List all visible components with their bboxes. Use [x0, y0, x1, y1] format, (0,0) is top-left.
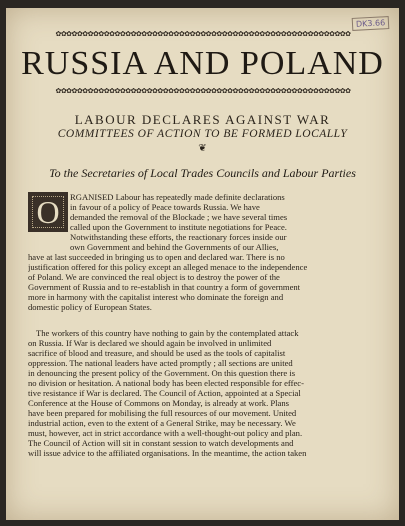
paragraph-2-line: The workers of this country have nothing to gain by the contemplated attack	[36, 328, 299, 338]
archive-stamp: DK3.66	[351, 16, 389, 31]
paragraph-1-line: have at last succeeded in bringing us to open and declared war. There is no	[28, 252, 285, 262]
top-ornament-border: ✿✿✿✿✿✿✿✿✿✿✿✿✿✿✿✿✿✿✿✿✿✿✿✿✿✿✿✿✿✿✿✿✿✿✿✿✿✿✿✿✿✿✿✿✿✿✿✿✿✿✿✿✿✿✿	[55, 31, 351, 38]
paragraph-2-line: oppression. The national leaders have acted promptly ; all sections are united	[28, 358, 293, 368]
document-page	[6, 8, 399, 520]
paragraph-1-line: RGANISED Labour has repeatedly made definite declarations	[70, 192, 285, 202]
paragraph-1-line: domestic policy of European States.	[28, 302, 152, 312]
paragraph-1-line: Government of Russia and to re-establish in that country a form of government	[28, 282, 301, 292]
subtitle-committees: COMMITTEES OF ACTION TO BE FORMED LOCALLY	[57, 128, 348, 140]
paragraph-2-line: The Council of Action will sit in constant session to watch developments and	[28, 438, 294, 448]
paragraph-2-line: tive resistance if War is declared. The Council of Action, appointed at a Special	[28, 388, 301, 398]
paragraph-1-line: of Poland. We are convinced the real object is to destroy the power of the	[28, 272, 280, 282]
paragraph-2-line: sacrifice of blood and treasure, and should be used as the tools of capitalist	[28, 348, 286, 358]
paragraph-2-line: in denouncing the present policy of the Government. On this question there is	[28, 368, 296, 378]
paragraph-2-line: Conference at the House of Commons on Monday, is already at work. Plans	[28, 398, 290, 408]
address-heading: To the Secretaries of Local Trades Councils and Labour Parties	[49, 166, 356, 180]
paragraph-2-line: will issue advice to the affiliated organisations. In the meantime, the action taken	[28, 448, 307, 458]
paragraph-1-line: called upon the Government to institute negotiations for Peace.	[70, 222, 287, 232]
paragraph-1-line: in favour of a policy of Peace towards Russia. We have	[70, 202, 260, 212]
paragraph-1-line: own Government and behind the Governments of our Allies,	[70, 242, 279, 252]
paragraph-2-line: must, however, act in strict accordance with a well-thought-out policy and plan.	[28, 428, 303, 438]
fleuron-icon: ❦	[198, 143, 207, 154]
paragraph-1-line: demanded the removal of the Blockade ; we have several times	[70, 212, 288, 222]
drop-cap: O	[28, 192, 68, 232]
paragraph-1-line: more in harmony with the capitalist interest who dominate the foreign and	[28, 292, 284, 302]
paragraph-2-line: industrial action, even to the extent of a General Strike, may be necessary. We	[28, 418, 296, 428]
bottom-ornament-border: ✿✿✿✿✿✿✿✿✿✿✿✿✿✿✿✿✿✿✿✿✿✿✿✿✿✿✿✿✿✿✿✿✿✿✿✿✿✿✿✿✿✿✿✿✿✿✿✿✿✿✿✿✿✿✿	[55, 88, 351, 95]
paragraph-2-line: have been prepared for mobilising the full resources of our movement. United	[28, 408, 297, 418]
subtitle-declaration: LABOUR DECLARES AGAINST WAR	[74, 112, 331, 127]
page-title: RUSSIA AND POLAND	[21, 45, 384, 82]
paragraph-2-line: on Russia. If War is declared we should again be involved in unlimited	[28, 338, 272, 348]
paragraph-2-line: no division or hesitation. A national body has been elected responsible for effec-	[28, 378, 304, 388]
paragraph-1-line: justification offered for this policy except an alleged menace to the independence	[28, 262, 308, 272]
paragraph-1-line: Notwithstanding these efforts, the reactionary forces inside our	[70, 232, 287, 242]
